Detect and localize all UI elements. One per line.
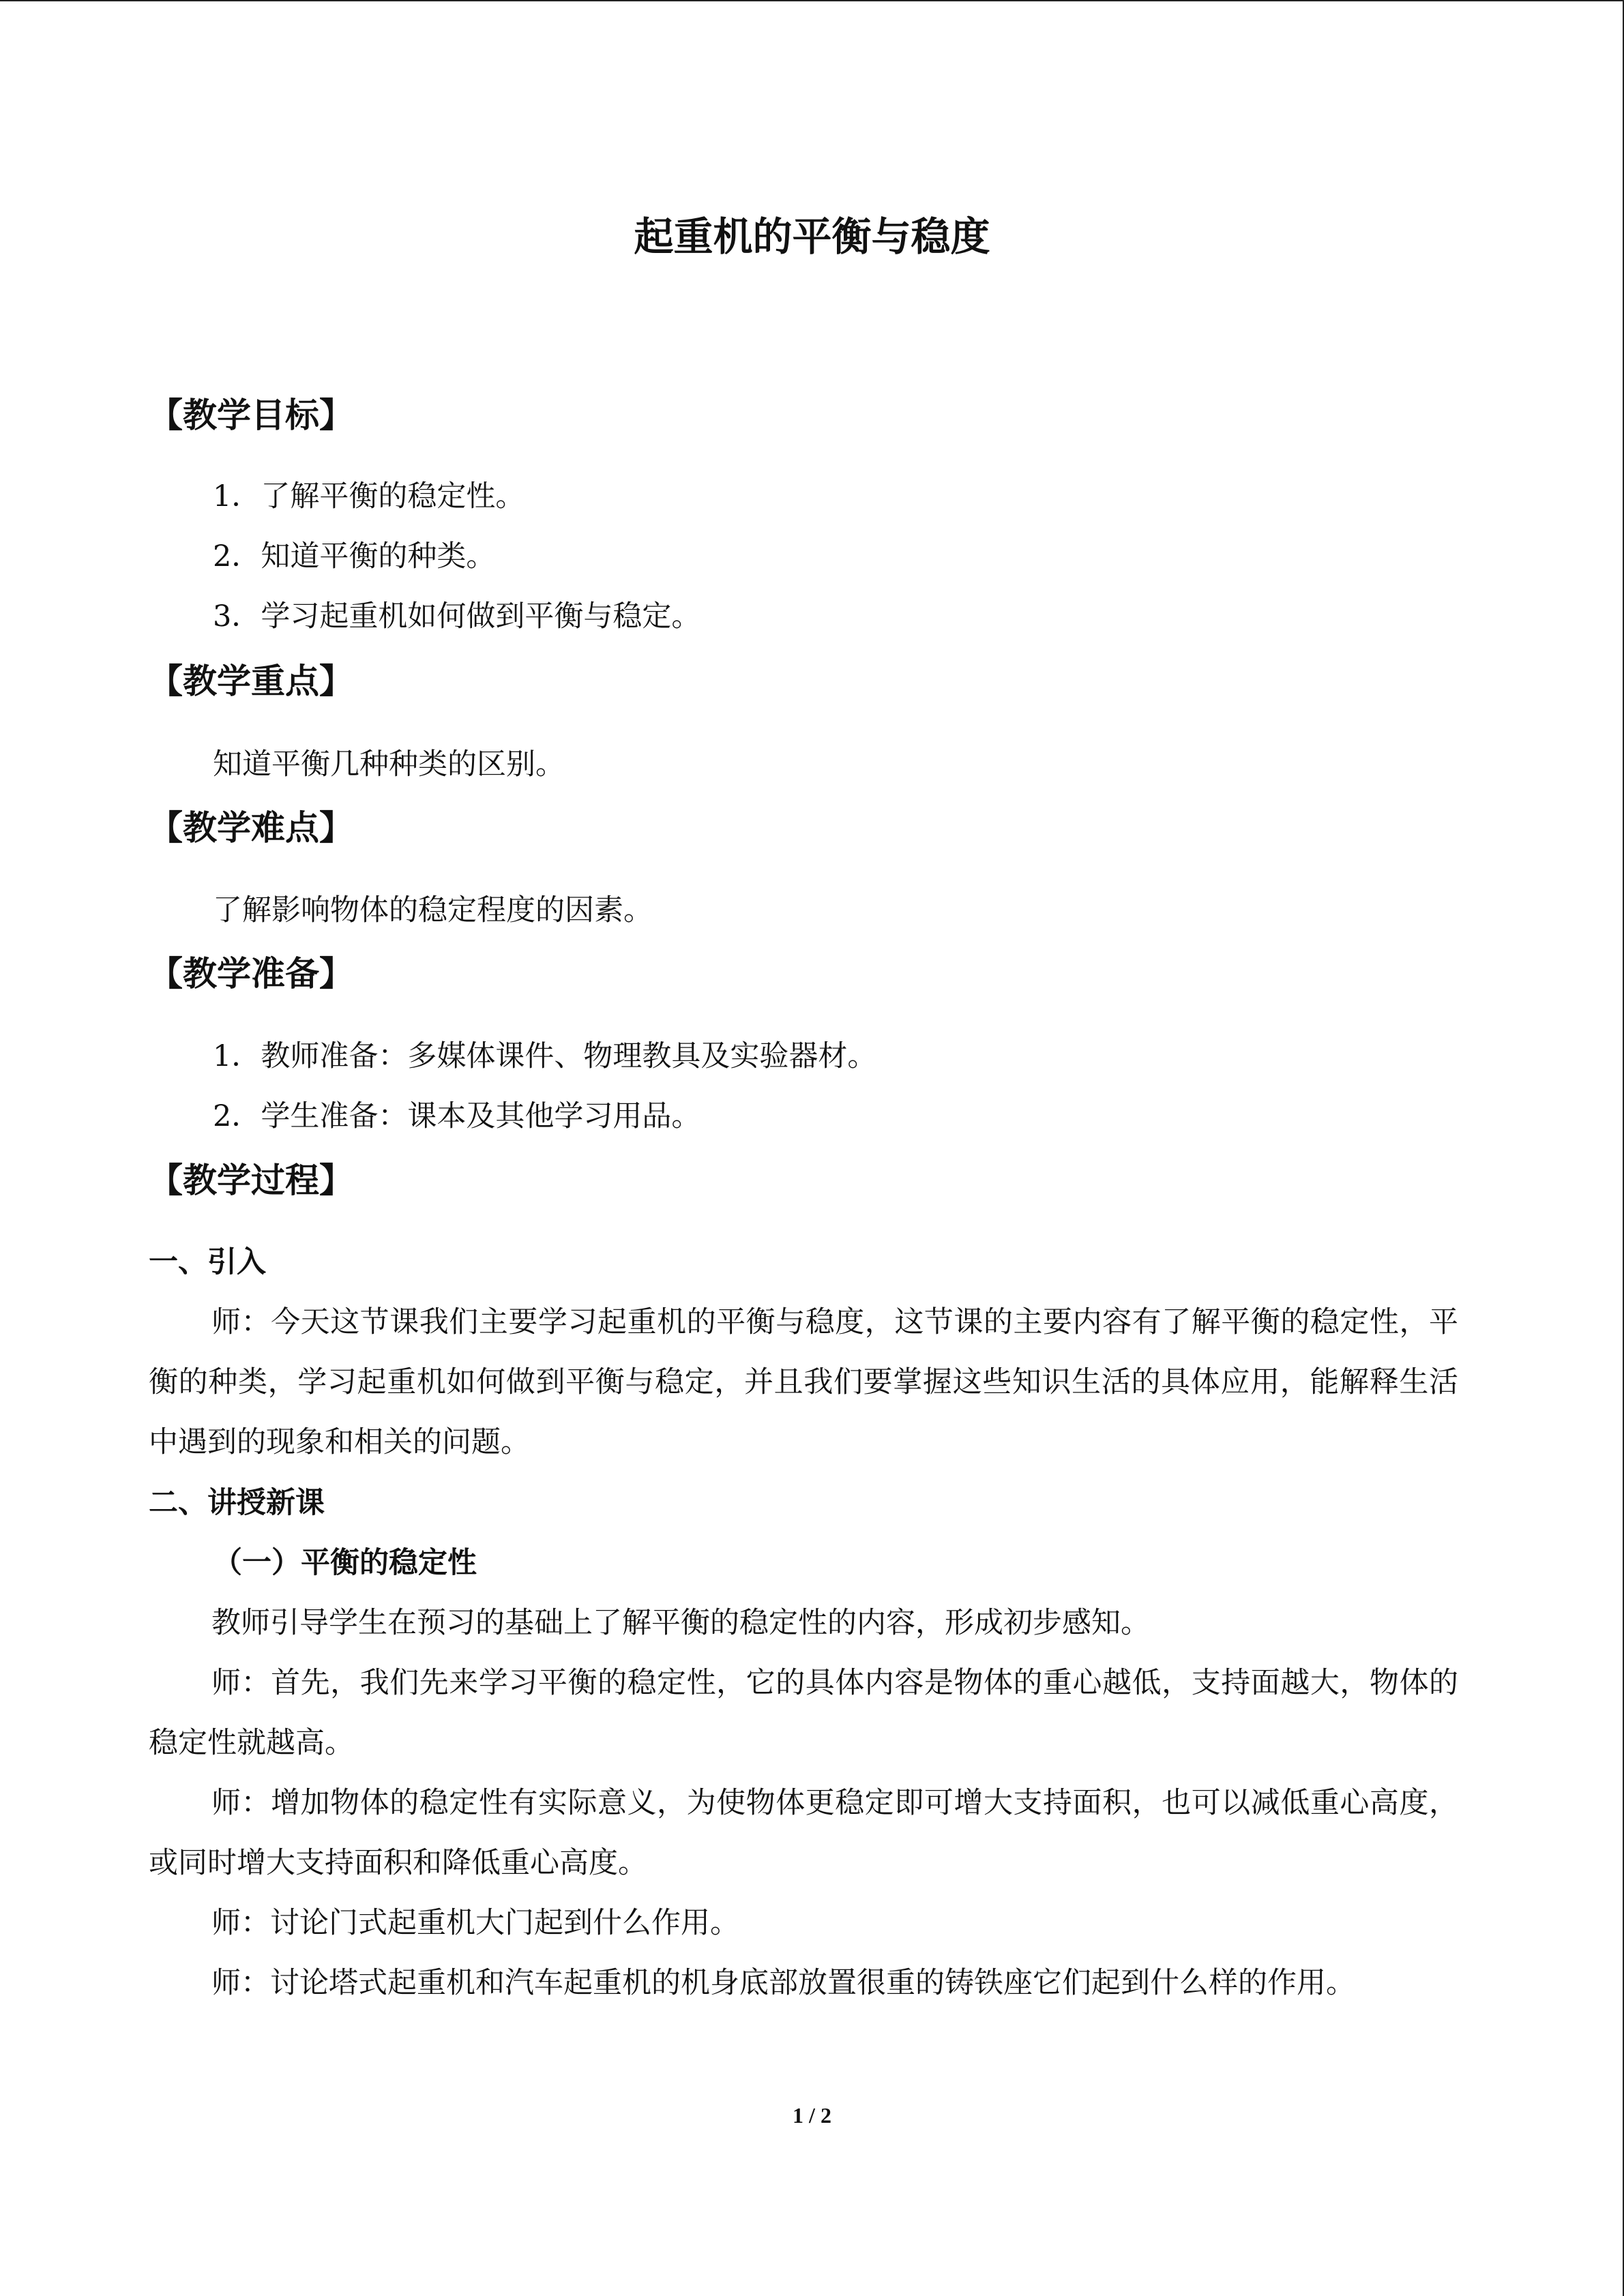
difficulties-heading: 【教学难点】 — [149, 808, 353, 848]
preparation-heading: 【教学准备】 — [149, 954, 353, 994]
objective-item-1: 1．了解平衡的稳定性。 — [213, 479, 525, 513]
new-lesson-heading: 二、讲授新课 — [149, 1486, 325, 1520]
objective-item-3: 3．学习起重机如何做到平衡与稳定。 — [213, 599, 701, 633]
process-heading: 【教学过程】 — [149, 1161, 353, 1200]
intro-paragraph: 师：今天这节课我们主要学习起重机的平衡与稳度，这节课的主要内容有了解平衡的稳定性，平衡的种类，学习起重机如何做到平衡与稳定，并且我们要掌握这些知识生活的具体应用，能解释生活中遇到的现象和相关的问题。 — [149, 1305, 1458, 1459]
preparation-item-2: 2．学生准备：课本及其他学习用品。 — [213, 1099, 701, 1133]
sub-heading-stability: （一）平衡的稳定性 — [213, 1546, 477, 1580]
lesson-paragraph-5: 师：讨论塔式起重机和汽车起重机的机身底部放置很重的铸铁座它们起到什么样的作用。 — [211, 1966, 1355, 2000]
key-points-heading: 【教学重点】 — [149, 661, 353, 701]
key-points-text: 知道平衡几种种类的区别。 — [213, 747, 565, 781]
intro-heading: 一、引入 — [149, 1245, 266, 1279]
lesson-paragraph-2: 师：首先，我们先来学习平衡的稳定性，它的具体内容是物体的重心越低，支持面越大，物体的稳定性就越高。 — [149, 1666, 1458, 1760]
preparation-item-1: 1．教师准备：多媒体课件、物理教具及实验器材。 — [213, 1039, 877, 1073]
lesson-paragraph-1: 教师引导学生在预习的基础上了解平衡的稳定性的内容，形成初步感知。 — [211, 1606, 1150, 1640]
objective-item-2: 2．知道平衡的种类。 — [213, 539, 496, 573]
objectives-heading: 【教学目标】 — [149, 396, 353, 435]
page-number: 1 / 2 — [793, 2103, 831, 2128]
lesson-paragraph-4: 师：讨论门式起重机大门起到什么作用。 — [211, 1906, 739, 1940]
document-title: 起重机的平衡与稳度 — [634, 213, 990, 260]
difficulties-text: 了解影响物体的稳定程度的因素。 — [213, 893, 653, 927]
lesson-paragraph-3: 师：增加物体的稳定性有实际意义，为使物体更稳定即可增大支持面积，也可以减低重心高度，或同时增大支持面积和降低重心高度。 — [149, 1786, 1458, 1880]
